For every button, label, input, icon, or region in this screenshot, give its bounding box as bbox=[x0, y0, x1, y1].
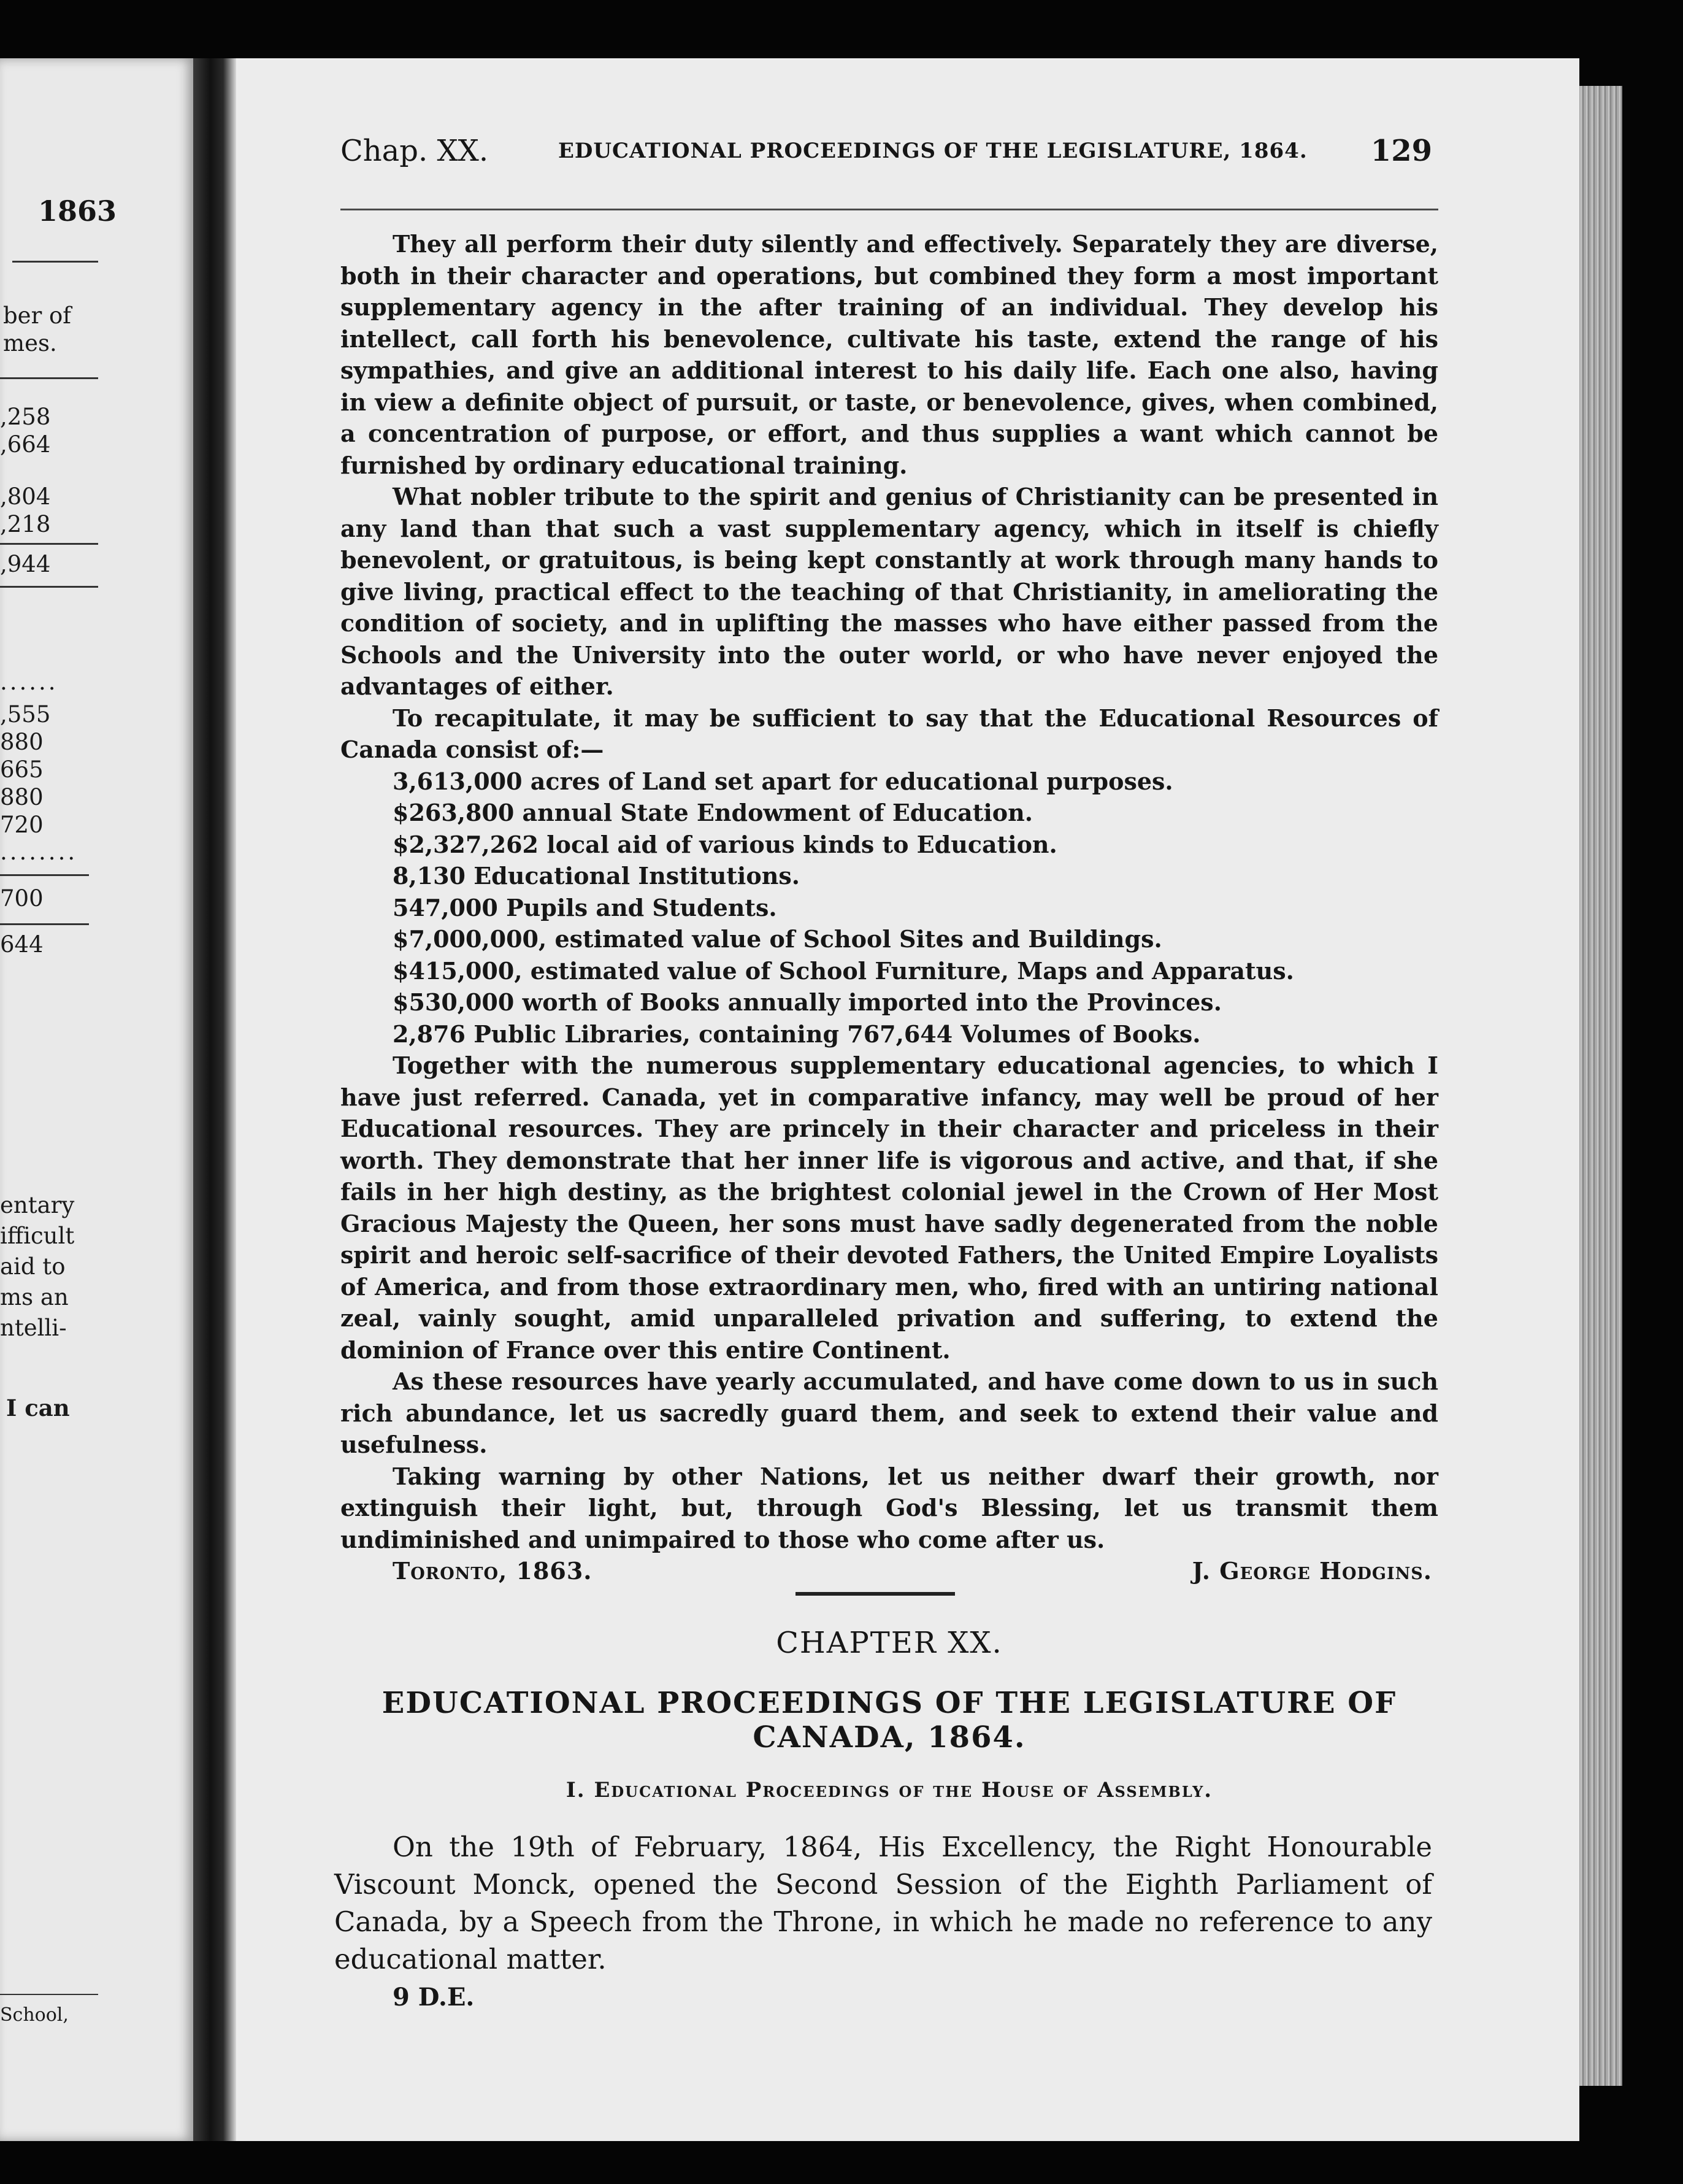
left-fragment: ...... bbox=[0, 669, 58, 695]
left-page bbox=[0, 58, 193, 2141]
left-rule bbox=[0, 923, 89, 925]
chapter-title: EDUCATIONAL PROCEEDINGS OF THE LEGISLATURE OF CANADA, 1864. bbox=[381, 1686, 1397, 1755]
left-fragment: 720 bbox=[0, 812, 44, 838]
left-fragment: ,664 bbox=[0, 431, 51, 458]
section-heading: I. Educational Proceedings of the House of Assembly. bbox=[565, 1778, 1213, 1802]
left-fragment: ,555 bbox=[0, 701, 51, 728]
left-fragment: 644 bbox=[0, 931, 44, 958]
signature-author: J. George Hodgins. bbox=[1192, 1557, 1432, 1585]
left-fragment: aid to bbox=[0, 1253, 66, 1280]
left-fragment: 700 bbox=[0, 885, 44, 912]
printer-signature-mark: 9 D.E. bbox=[393, 1983, 475, 2012]
resource-item: 547,000 Pupils and Students. bbox=[393, 893, 777, 921]
running-head bbox=[340, 134, 1432, 171]
resource-item: $415,000, estimated value of School Furniture, Maps and Apparatus. bbox=[393, 956, 1294, 985]
body-text bbox=[340, 228, 1438, 1586]
chapter-divider bbox=[795, 1592, 955, 1596]
resource-item: 3,613,000 acres of Land set apart for educational purposes. bbox=[393, 767, 1173, 795]
resource-item: 8,130 Educational Institutions. bbox=[393, 862, 800, 890]
left-rule bbox=[0, 543, 98, 545]
left-fragment: mes. bbox=[3, 330, 57, 356]
left-fragment: School, bbox=[0, 2004, 69, 2026]
left-fragment: ntelli- bbox=[0, 1315, 67, 1341]
paragraph: To recapitulate, it may be sufficient to say that the Educational Resources of Canada consist of:— bbox=[340, 704, 1438, 763]
chapter-number: CHAPTER XX. bbox=[776, 1626, 1003, 1660]
left-fragment: ,258 bbox=[0, 404, 51, 430]
left-fragment: 665 bbox=[0, 756, 44, 783]
paragraph: They all perform their duty silently and effectively. Separately they are diverse, both in their character and operations, but combined they form a most important supplementary agency in the after training of an individual. They develop his intellect, call forth his benevolence, cultivate his taste, extend the range of his sympathies, and give an additional interest to his daily life. Each one also, having in view a definite object of pursuit, or taste, or benevolence, gives, when combined, a concentration of purpose, or effort, and thus supplies a want which cannot be furnished by ordinary educational training. bbox=[340, 230, 1438, 479]
signature-line bbox=[340, 1555, 1438, 1586]
left-rule bbox=[0, 586, 98, 588]
resource-item: $263,800 annual State Endowment of Education. bbox=[393, 799, 1033, 826]
page-edge bbox=[1579, 86, 1622, 2086]
left-fragment: ifficult bbox=[0, 1223, 75, 1249]
running-head-chapter: Chap. XX. bbox=[340, 134, 489, 168]
left-page-year: 1863 bbox=[38, 194, 117, 228]
signature-place: Toronto, 1863. bbox=[393, 1557, 592, 1585]
left-fragment: 880 bbox=[0, 729, 44, 755]
header-rule bbox=[340, 209, 1438, 210]
left-fragment: ........ bbox=[0, 839, 78, 865]
paragraph: As these resources have yearly accumulated, and have come down to us in such rich abundance, let us sacredly guard them, and seek to extend their value and usefulness. bbox=[340, 1367, 1438, 1458]
paragraph: What nobler tribute to the spirit and genius of Christianity can be presented in any land than that such a vast supplementary agency, which in itself is chiefly benevolent, or gratuitous, is being kept constantly at work through many hands to give living, practical effect to the teaching of that Christianity, in ameliorating the condition of society, and in uplifting the masses who have either passed from the Schools and the University into the outer world, or who have never enjoyed the advantages of either. bbox=[340, 483, 1438, 700]
left-fragment: ,944 bbox=[0, 551, 51, 577]
paragraph: Together with the numerous supplementary educational agencies, to which I have just referred. Canada, yet in comparative infancy, may well be proud of her Educational resources. They are princely in their character and priceless in their worth. They demonstrate that her inner life is vigorous and active, and that, if she fails in her high destiny, as the brightest colonial jewel in the Crown of Her Most Gracious Majesty the Queen, her sons must have sadly degenerated from the noble spirit and heroic self-sacrifice of their devoted Fathers, the United Empire Loyalists of America, and from those extraordinary men, who, fired with an untiring national zeal, vainly sought, amid unparalleled privation and suffering, to extend the dominion of France over this entire Continent. bbox=[340, 1052, 1438, 1364]
resource-item: $2,327,262 local aid of various kinds to Education. bbox=[393, 830, 1057, 858]
left-fragment: ,218 bbox=[0, 511, 51, 537]
resource-item: 2,876 Public Libraries, containing 767,644 Volumes of Books. bbox=[393, 1020, 1201, 1048]
left-fragment: I can bbox=[6, 1394, 70, 1421]
book-gutter bbox=[193, 58, 236, 2141]
chapter-intro bbox=[334, 1828, 1432, 1978]
left-rule bbox=[0, 377, 98, 379]
resource-item: $530,000 worth of Books annually imported into the Provinces. bbox=[393, 988, 1222, 1016]
left-fragment: entary bbox=[0, 1192, 75, 1218]
paragraph: On the 19th of February, 1864, His Excellency, the Right Honourable Viscount Monck, opened the Second Session of the Eighth Parliament of Canada, by a Speech from the Throne, in which he made no reference to any educational matter. bbox=[334, 1831, 1432, 1975]
page-number: 129 bbox=[1370, 134, 1432, 168]
left-fragment: ber of bbox=[3, 302, 71, 329]
resource-item: $7,000,000, estimated value of School Sites and Buildings. bbox=[393, 925, 1162, 953]
running-head-title: EDUCATIONAL PROCEEDINGS OF THE LEGISLATURE, 1864. bbox=[558, 139, 1308, 163]
left-rule bbox=[12, 261, 98, 263]
paragraph: Taking warning by other Nations, let us neither dwarf their growth, nor extinguish their light, but, through God's Blessing, let us transmit them undiminished and unimpaired to those who come after us. bbox=[340, 1462, 1438, 1553]
left-fragment: ms an bbox=[0, 1284, 69, 1310]
left-fragment: ,804 bbox=[0, 483, 51, 510]
left-fragment: 880 bbox=[0, 784, 44, 810]
left-rule bbox=[0, 874, 89, 876]
left-rule bbox=[0, 1994, 98, 1995]
